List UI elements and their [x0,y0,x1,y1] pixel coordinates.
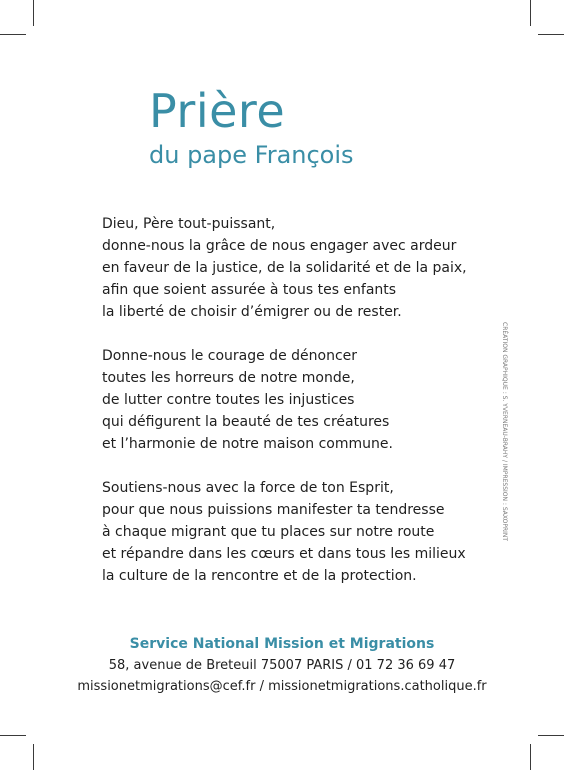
contact-links: missionetmigrations@cef.fr / missionetmigrations.catholique.fr [77,679,487,694]
crop-mark-bottom-right [530,744,531,770]
prayer-line: la culture de la rencontre et de la protection. [102,568,417,584]
crop-mark-top-right-h [538,34,564,35]
prayer-line: Dieu, Père tout-puissant, [102,216,276,232]
page-subtitle: du pape François [149,141,354,169]
prayer-line: de lutter contre toutes les injustices [102,392,355,408]
crop-mark-bottom-left-h [0,735,26,736]
prayer-line: pour que nous puissions manifester ta tendresse [102,502,445,518]
prayer-line: Donne-nous le courage de dénoncer [102,348,358,364]
crop-mark-top-left [33,0,34,26]
prayer-line: toutes les horreurs de notre monde, [102,370,355,386]
prayer-line: donne-nous la grâce de nous engager avec ardeur [102,238,457,254]
stanza-3 [102,477,482,587]
crop-mark-top-left-h [0,34,26,35]
crop-mark-bottom-left [33,744,34,770]
prayer-line: en faveur de la justice, de la solidarité et de la paix, [102,260,467,276]
prayer-line: qui défigurent la beauté de tes créatures [102,414,390,430]
prayer-line: et l’harmonie de notre maison commune. [102,436,393,452]
footer [0,634,564,697]
prayer-line: Soutiens-nous avec la force de ton Esprit, [102,480,394,496]
stanza-2 [102,345,482,455]
prayer-line: la liberté de choisir d’émigrer ou de rester. [102,304,402,320]
prayer-line: et répandre dans les cœurs et dans tous les milieux [102,546,466,562]
crop-mark-top-right [530,0,531,26]
organization-name: Service National Mission et Migrations [129,636,435,652]
prayer-line: afin que soient assurée à tous tes enfants [102,282,397,298]
print-credit: CRÉATION GRAPHIQUE : S. YVERNEAU-BRAHY / IMPRESSION : SAXOPRINT [501,322,508,542]
address: 58, avenue de Breteuil 75007 PARIS / 01 72 36 69 47 [108,658,456,673]
stanza-1 [102,213,482,323]
crop-mark-bottom-right-h [538,735,564,736]
prayer-text [102,213,482,609]
prayer-line: à chaque migrant que tu places sur notre route [102,524,435,540]
page-title: Prière [149,84,286,138]
